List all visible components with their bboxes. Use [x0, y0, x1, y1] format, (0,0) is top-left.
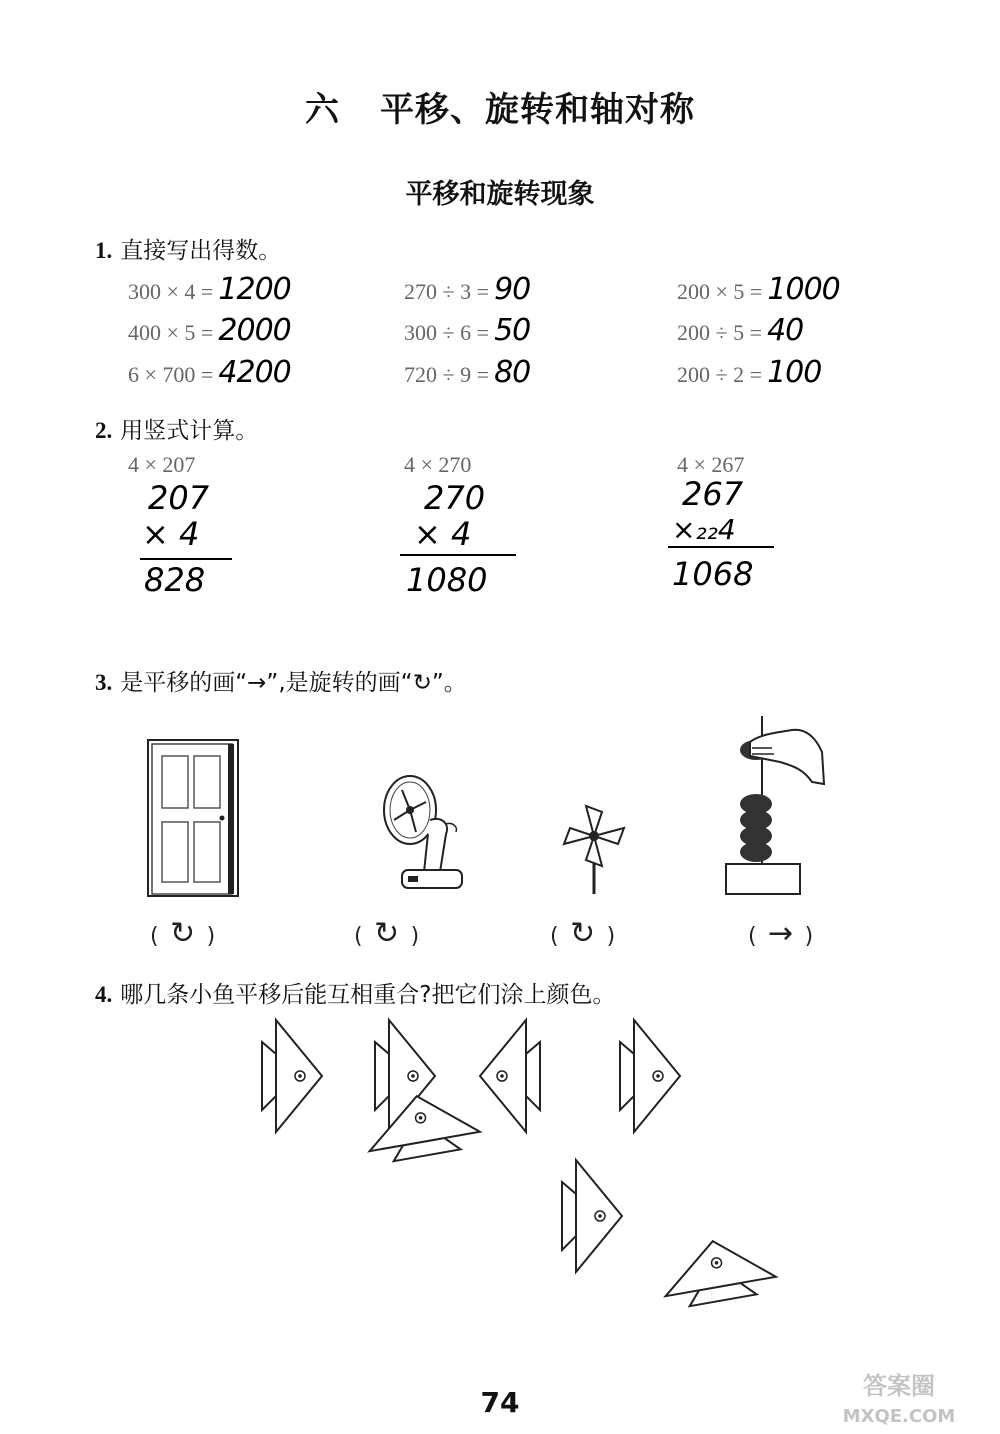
- fish-3: [480, 1020, 540, 1132]
- q1-item: 200 ÷ 2 = 100: [677, 355, 822, 390]
- question-2-heading: 2. 用竖式计算。: [95, 418, 259, 444]
- page-number: 74: [480, 1386, 520, 1419]
- pinwheel-picture: [556, 800, 632, 896]
- q1-item: 200 ÷ 5 = 40: [677, 313, 804, 348]
- q1-item: 6 × 700 = 4200: [128, 355, 291, 390]
- watermark-logo: [824, 1370, 974, 1428]
- q1-item: 270 ÷ 3 = 90: [404, 272, 531, 307]
- q3-answer: ( → ): [748, 916, 814, 951]
- fish-6: [562, 1160, 622, 1272]
- door-picture: [146, 738, 240, 898]
- question-3-heading: 3. 是平移的画“→”,是旋转的画“↻”。: [95, 670, 467, 696]
- fish-4: [620, 1020, 680, 1132]
- q2-expr: 4 × 267: [677, 452, 745, 477]
- q3-answer: ( ↻ ): [150, 916, 216, 951]
- vertical-calc-2: 270 × 4 1080: [400, 480, 520, 610]
- section-subtitle: 平移和旋转现象: [405, 179, 595, 210]
- chapter-title: 六 平移、旋转和轴对称: [305, 90, 695, 130]
- fish-drawings: [0, 1010, 1000, 1350]
- q1-item: 720 ÷ 9 = 80: [404, 355, 531, 390]
- q2-expr: 4 × 207: [128, 452, 196, 477]
- fan-picture: [380, 772, 468, 896]
- q1-item: 400 × 5 = 2000: [128, 313, 291, 348]
- svg-text:MXQE.COM: MXQE.COM: [842, 1406, 956, 1427]
- fish-1: [262, 1020, 322, 1132]
- fish-7: [658, 1231, 779, 1310]
- question-4-heading: 4. 哪几条小鱼平移后能互相重合?把它们涂上颜色。: [95, 982, 616, 1008]
- q2-expr: 4 × 270: [404, 452, 472, 477]
- q3-answer: ( ↻ ): [550, 916, 616, 951]
- vertical-calc-1: 207 × 4 828: [140, 480, 240, 610]
- question-1-heading: 1. 直接写出得数。: [95, 238, 282, 264]
- q1-item: 200 × 5 = 1000: [677, 272, 840, 307]
- svg-text:答案圈: 答案圈: [863, 1372, 935, 1400]
- q1-item: 300 ÷ 6 = 50: [404, 313, 531, 348]
- abacus-beads-picture: [720, 712, 830, 898]
- q3-answer: ( ↻ ): [354, 916, 420, 951]
- q1-item: 300 × 4 = 1200: [128, 272, 291, 307]
- vertical-calc-3: 267 ×₂₂4 1068: [668, 476, 778, 606]
